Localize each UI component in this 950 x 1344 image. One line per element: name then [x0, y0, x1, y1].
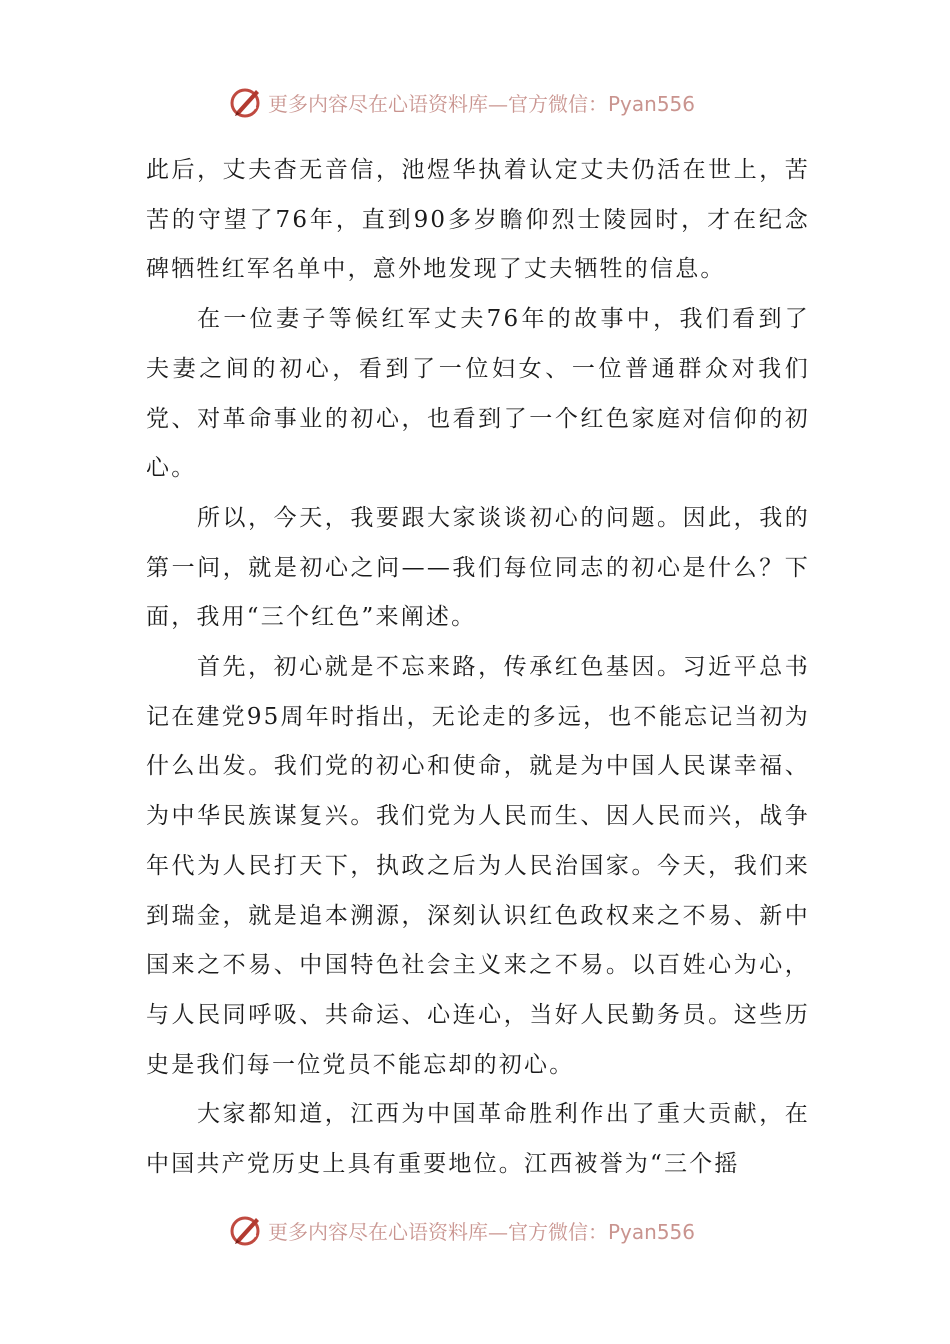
pen-logo-icon: [228, 84, 264, 120]
paragraph: 大家都知道，江西为中国革命胜利作出了重大贡献，在中国共产党历史上具有重要地位。江西被誉为“三个摇: [146, 1101, 810, 1178]
paragraph: 首先，初心就是不忘来路，传承红色基因。习近平总书记在建党95周年时指出，无论走的多远，也不能忘记当初为什么出发。我们党的初心和使命，就是为中国人民谋幸福、为中华民族谋复兴。我们党为人民而生、因人民而兴，战争年代为人民打天下，执政之后为人民治国家。今天，我们来到瑞金，就是追本溯源，深刻认识红色政权来之不易、新中国来之不易、中国特色社会主义来之不易。以百姓心为心，与人民同呼吸、共命运、心连心，当好人民勤务员。这些历史是我们每一位党员不能忘却的初心。: [146, 654, 810, 1078]
paragraph: 所以，今天，我要跟大家谈谈初心的问题。因此，我的第一问，就是初心之问——我们每位同志的初心是什么？下面，我用“三个红色”来阐述。: [146, 504, 810, 631]
document-body: [146, 146, 810, 1190]
watermark-header: [228, 82, 748, 122]
watermark-text: 更多内容尽在心语资料库—官方微信：Pyan556: [268, 91, 696, 116]
watermark-text: 更多内容尽在心语资料库—官方微信：Pyan556: [268, 1219, 696, 1244]
paragraph: 此后，丈夫杳无音信，池煜华执着认定丈夫仍活在世上，苦苦的守望了76年，直到90多岁瞻仰烈士陵园时，才在纪念碑牺牲红军名单中，意外地发现了丈夫牺牲的信息。: [146, 157, 810, 283]
watermark-footer: [228, 1210, 748, 1250]
paragraph: 在一位妻子等候红军丈夫76年的故事中，我们看到了夫妻之间的初心，看到了一位妇女、一位普通群众对我们党、对革命事业的初心，也看到了一个红色家庭对信仰的初心。: [146, 306, 810, 482]
pen-logo-icon: [228, 1212, 264, 1248]
